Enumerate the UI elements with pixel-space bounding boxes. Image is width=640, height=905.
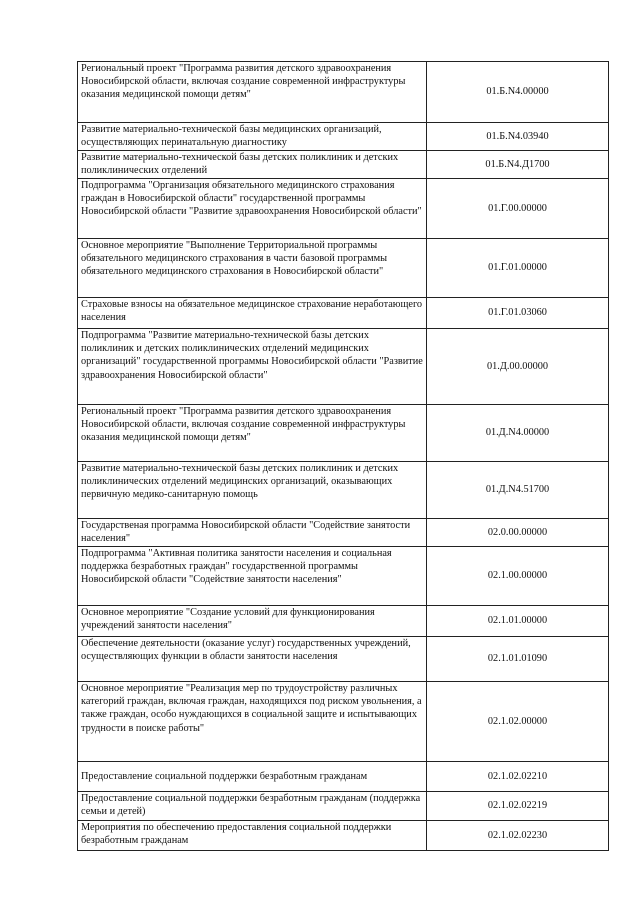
table-row bbox=[78, 298, 609, 329]
program-name-cell: Предоставление социальной поддержки безработным гражданам bbox=[78, 762, 427, 792]
table-row bbox=[78, 821, 609, 851]
table-row bbox=[78, 462, 609, 519]
table-row bbox=[78, 547, 609, 606]
program-codes-table bbox=[77, 61, 609, 851]
program-code-cell: 02.1.01.01090 bbox=[427, 637, 609, 682]
program-name-cell: Основное мероприятие "Реализация мер по трудоустройству различных категорий граждан, включая граждан, находящихся под риском увольнения, а также граждан, особо нуждающихся в социальной защите и испытывающих трудности в поиске работы" bbox=[78, 682, 427, 762]
program-code-cell: 02.1.02.02230 bbox=[427, 821, 609, 851]
program-name-cell: Основное мероприятие "Выполнение Территориальной программы обязательного медицинского страхования в части базовой программы обязательного медицинского страхования в Новосибирской области" bbox=[78, 239, 427, 298]
table-row bbox=[78, 762, 609, 792]
table-row bbox=[78, 151, 609, 179]
program-code-cell: 02.1.01.00000 bbox=[427, 606, 609, 637]
table-row bbox=[78, 606, 609, 637]
program-name-cell: Основное мероприятие "Создание условий для функционирования учреждений занятости населения" bbox=[78, 606, 427, 637]
program-code-cell: 02.0.00.00000 bbox=[427, 519, 609, 547]
program-code-cell: 02.1.02.00000 bbox=[427, 682, 609, 762]
program-code-cell: 01.Д.N4.00000 bbox=[427, 405, 609, 462]
program-name-cell: Подпрограмма "Организация обязательного медицинского страхования граждан в Новосибирской области" государственной программы Новосибирской области "Развитие здравоохранения Новосибирской области" bbox=[78, 179, 427, 239]
table-row bbox=[78, 62, 609, 123]
program-name-cell: Развитие материально-технической базы медицинских организаций, осуществляющих перинатальную диагностику bbox=[78, 123, 427, 151]
program-name-cell: Мероприятия по обеспечению предоставления социальной поддержки безработным гражданам bbox=[78, 821, 427, 851]
program-name-cell: Региональный проект "Программа развития детского здравоохранения Новосибирской области, включая создание современной инфраструктуры оказания медицинской помощи детям" bbox=[78, 62, 427, 123]
program-code-cell: 01.Д.00.00000 bbox=[427, 329, 609, 405]
table-row bbox=[78, 637, 609, 682]
program-code-cell: 02.1.02.02219 bbox=[427, 792, 609, 821]
table-row bbox=[78, 792, 609, 821]
program-name-cell: Подпрограмма "Развитие материально-технической базы детских поликлиник и детских поликлинических отделений медицинских организаций" государственной программы Новосибирской области "Развитие здравоохранения Новосибирской области" bbox=[78, 329, 427, 405]
program-name-cell: Страховые взносы на обязательное медицинское страхование неработающего населения bbox=[78, 298, 427, 329]
program-name-cell: Предоставление социальной поддержки безработным гражданам (поддержка семьи и детей) bbox=[78, 792, 427, 821]
table-row bbox=[78, 123, 609, 151]
program-name-cell: Обеспечение деятельности (оказание услуг) государственных учреждений, осуществляющих функции в области занятости населения bbox=[78, 637, 427, 682]
program-code-cell: 01.Б.N4.00000 bbox=[427, 62, 609, 123]
table-row bbox=[78, 179, 609, 239]
program-code-cell: 02.1.00.00000 bbox=[427, 547, 609, 606]
program-name-cell: Подпрограмма "Активная политика занятости населения и социальная поддержка безработных граждан" государственной программы Новосибирской области "Содействие занятости населения" bbox=[78, 547, 427, 606]
program-code-cell: 01.Г.01.03060 bbox=[427, 298, 609, 329]
program-name-cell: Государственая программа Новосибирской области "Содействие занятости населения" bbox=[78, 519, 427, 547]
table-row bbox=[78, 519, 609, 547]
program-name-cell: Развитие материально-технической базы детских поликлиник и детских поликлинических отделений медицинских организаций, оказывающих первичную медико-санитарную помощь bbox=[78, 462, 427, 519]
table-row bbox=[78, 239, 609, 298]
program-code-cell: 02.1.02.02210 bbox=[427, 762, 609, 792]
table-row bbox=[78, 682, 609, 762]
program-name-cell: Развитие материально-технической базы детских поликлиник и детских поликлинических отделений bbox=[78, 151, 427, 179]
program-code-cell: 01.Б.N4.Д1700 bbox=[427, 151, 609, 179]
program-code-cell: 01.Д.N4.51700 bbox=[427, 462, 609, 519]
program-name-cell: Региональный проект "Программа развития детского здравоохранения Новосибирской области, включая создание современной инфраструктуры оказания медицинской помощи детям" bbox=[78, 405, 427, 462]
program-code-cell: 01.Г.01.00000 bbox=[427, 239, 609, 298]
table-row bbox=[78, 405, 609, 462]
program-code-cell: 01.Б.N4.03940 bbox=[427, 123, 609, 151]
program-code-cell: 01.Г.00.00000 bbox=[427, 179, 609, 239]
table-row bbox=[78, 329, 609, 405]
